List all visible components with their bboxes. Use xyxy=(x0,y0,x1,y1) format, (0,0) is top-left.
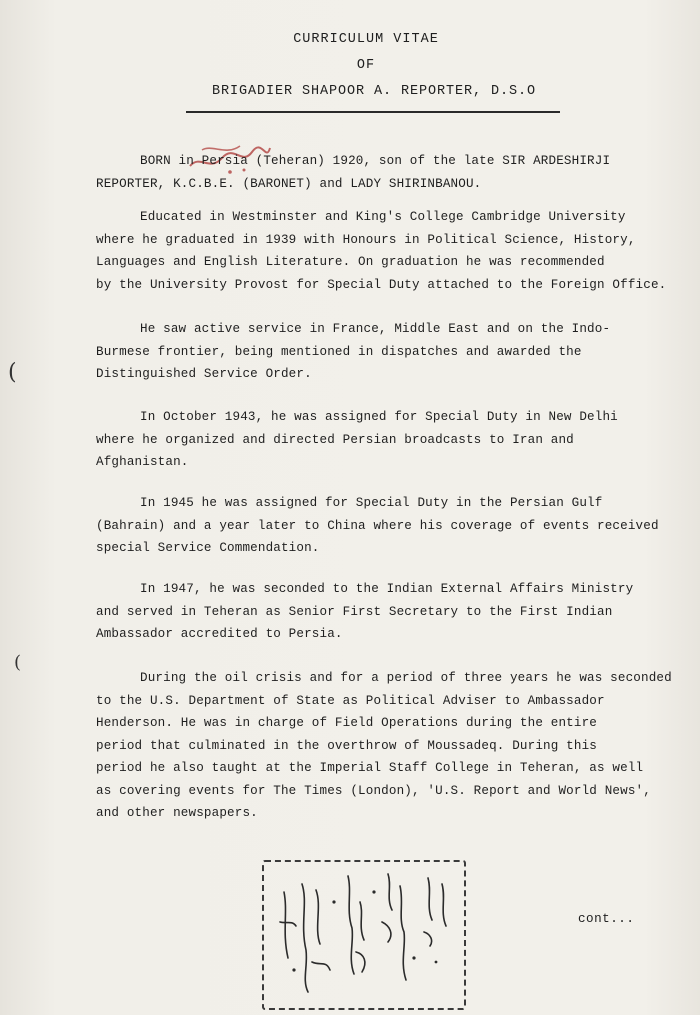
margin-mark-1: ( xyxy=(8,360,17,385)
title-line-3: BRIGADIER SHAPOOR A. REPORTER, D.S.O xyxy=(211,84,537,99)
paragraph-birth: BORN in Persia (Teheran) 1920, son of the late SIR ARDESHIRJI REPORTER, K.C.B.E. (BARONET) and LADY SHIRINBANOU. xyxy=(96,154,611,191)
paragraph-active-service: He saw active service in France, Middle East and on the Indo- Burmese frontier, being mentioned in dispatches and awarded the Distinguished Service Order. xyxy=(96,322,611,381)
archive-stamp-icon xyxy=(264,862,464,1008)
title-underline xyxy=(186,111,560,113)
margin-mark-2: ( xyxy=(14,652,22,673)
paragraph-education: Educated in Westminster and King's College Cambridge University where he graduated in 1939 with Honours in Political Science, History, Languages and English Literature. On graduation he was recommended by the University Provost for Special Duty attached to the Foreign Office. xyxy=(96,210,667,292)
title-line-2: OF xyxy=(356,58,376,73)
paragraph-new-delhi: In October 1943, he was assigned for Special Duty in New Delhi where he organized and directed Persian broadcasts to Iran and Afghanistan. xyxy=(96,410,618,469)
paragraph-oil-crisis: During the oil crisis and for a period of three years he was seconded to the U.S. Department of State as Political Adviser to Ambassador Henderson. He was in charge of Field Operations during the entire period that culminated in the overthrow of Moussadeq. During this period he also taught at the Imperial Staff College in Teheran, as well as covering events for The Times (London), 'U.S. Report and World News', and other newspapers. xyxy=(96,671,672,820)
continuation-note: cont... xyxy=(578,912,635,926)
paragraph-external-affairs: In 1947, he was seconded to the Indian External Affairs Ministry and served in Teheran as Senior First Secretary to the First Indian Ambassador accredited to Persia. xyxy=(96,582,634,641)
paragraph-persian-gulf: In 1945 he was assigned for Special Duty in the Persian Gulf (Bahrain) and a year later to China where his coverage of events received special Service Commendation. xyxy=(96,496,659,555)
title-line-1: CURRICULUM VITAE xyxy=(293,32,439,47)
archive-stamp xyxy=(262,860,466,1010)
